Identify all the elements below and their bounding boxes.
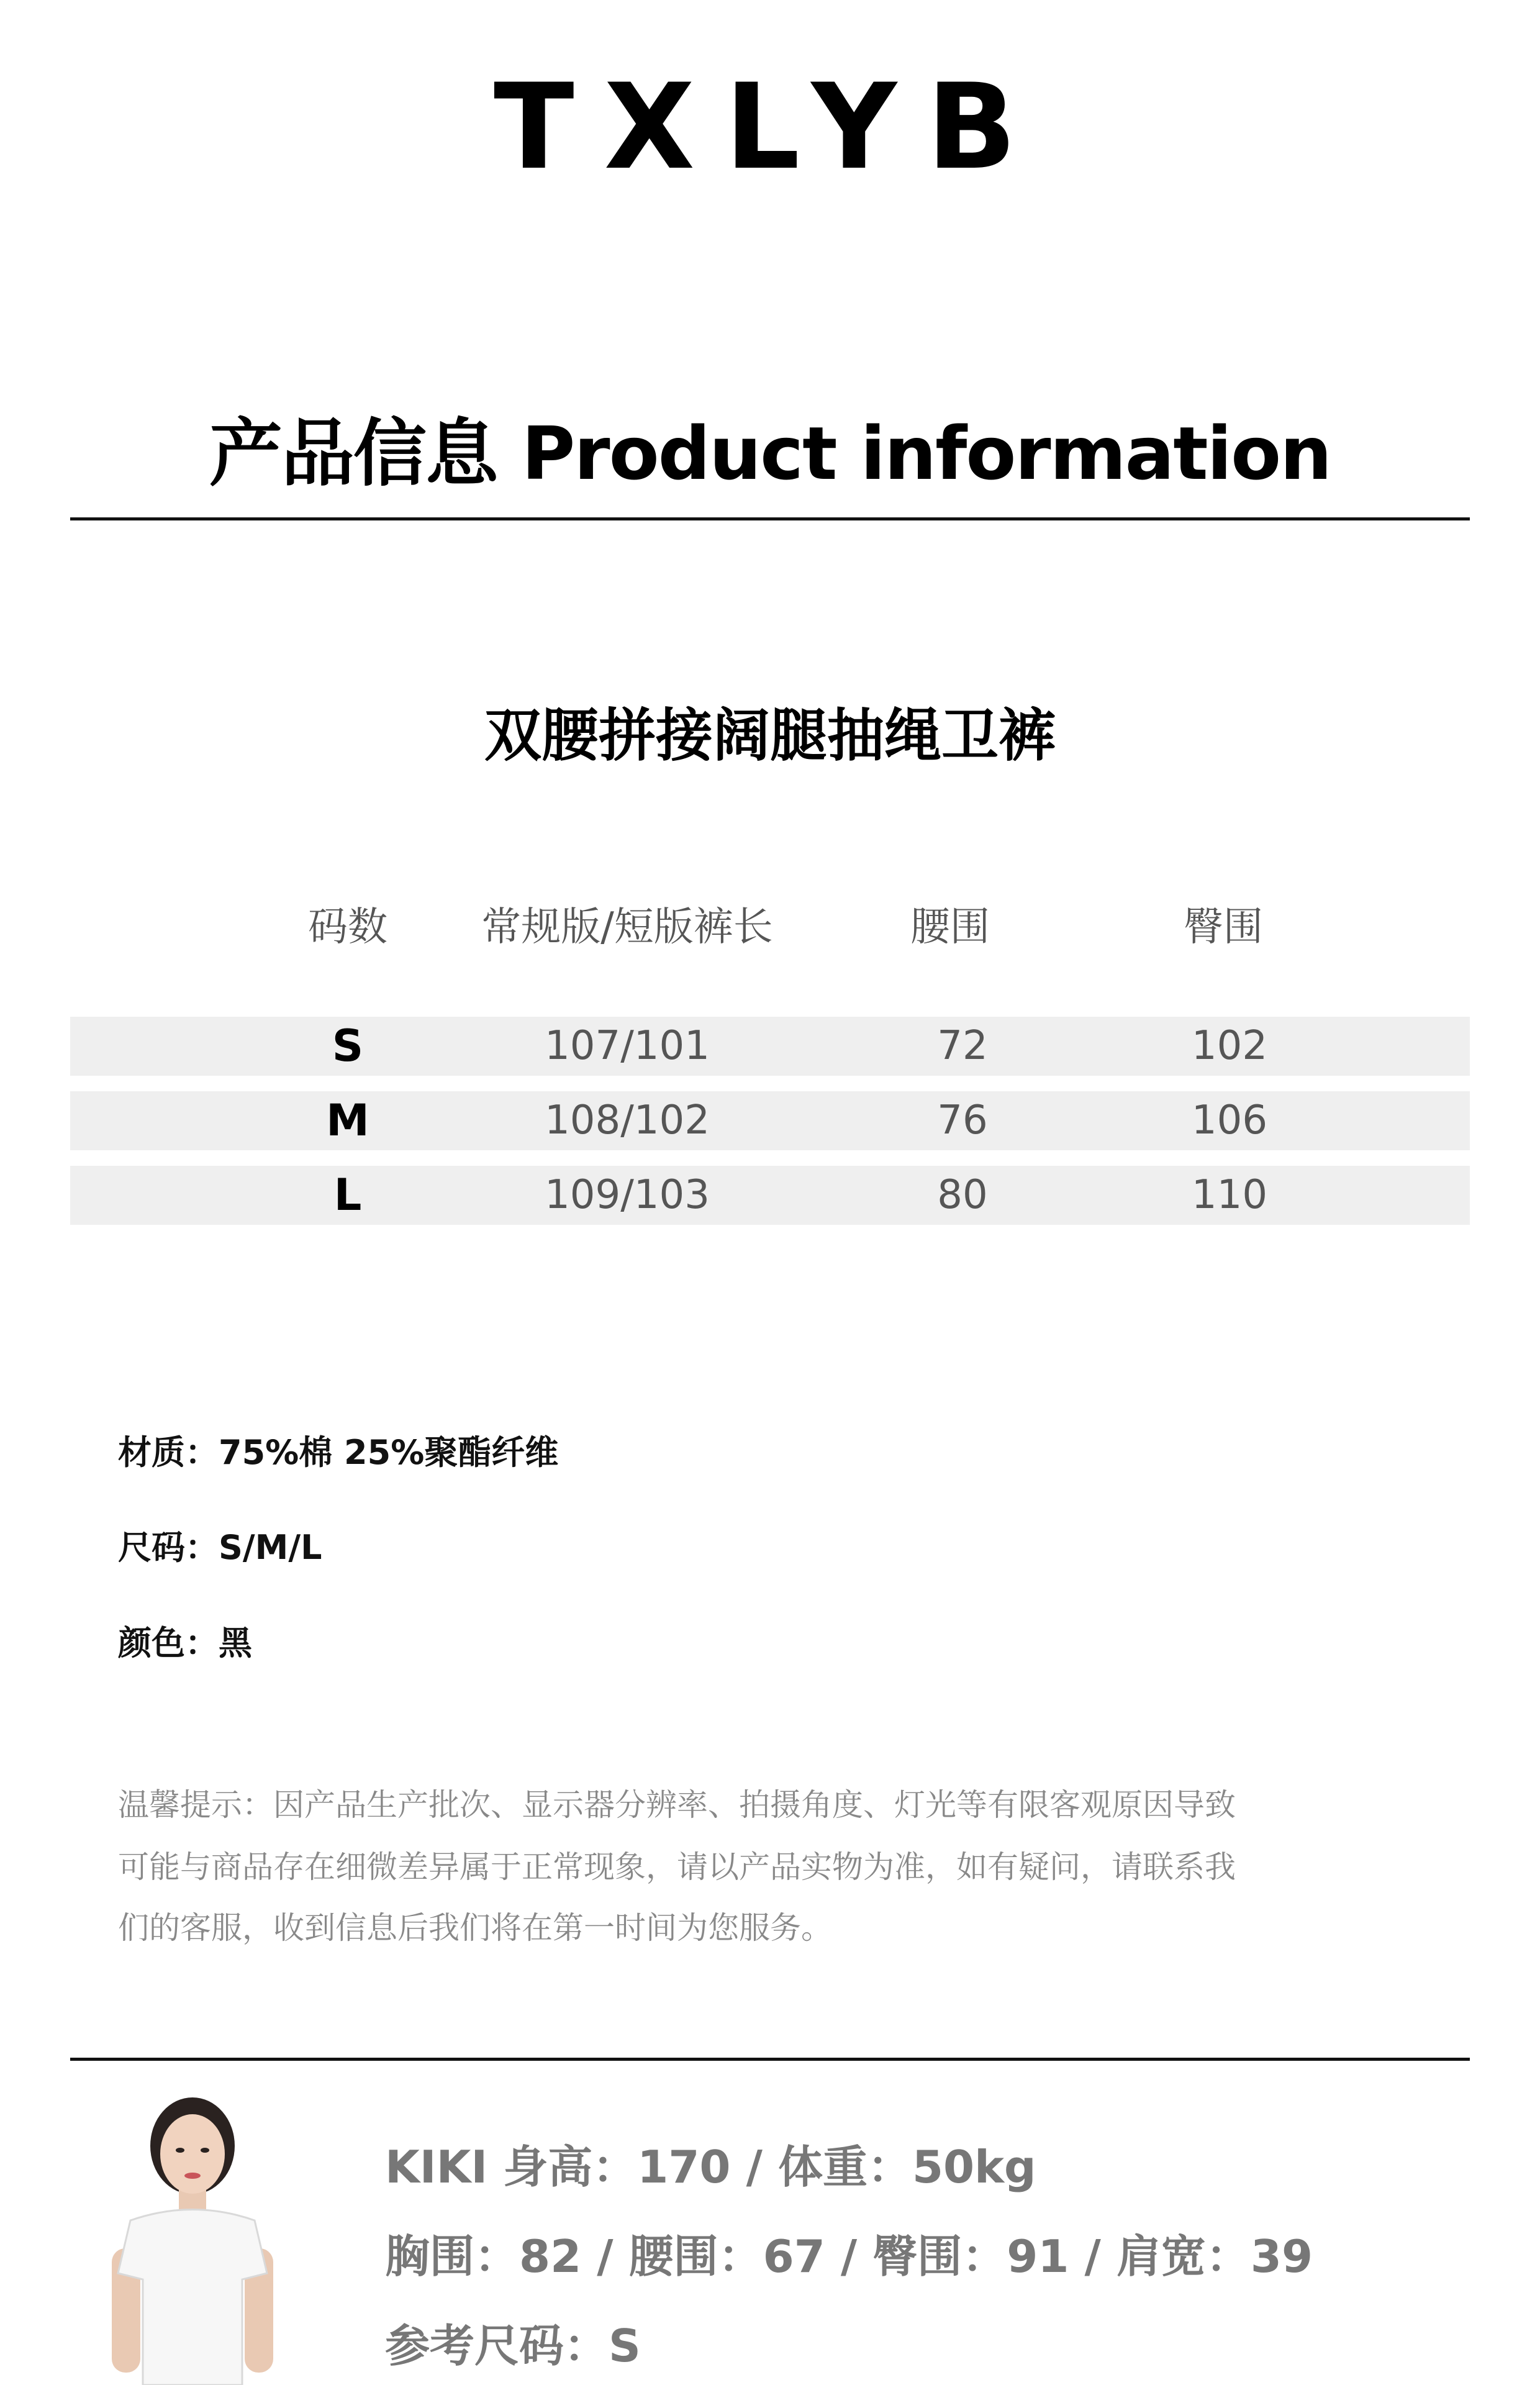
waist-cell: 76 [937,1097,988,1143]
size-cell: L [333,1170,362,1220]
hip-cell: 110 [1191,1172,1268,1218]
size-cell: M [326,1095,369,1146]
section-divider [70,517,1470,520]
section-title: 产品信息 Product information [209,411,1331,496]
notice-line: 温馨提示：因产品生产批次、显示器分辨率、拍摄角度、灯光等有限客观原因导致 [118,1787,1236,1823]
model-photo [87,2087,298,2385]
waist-cell: 72 [937,1023,988,1069]
hip-cell: 106 [1191,1097,1268,1143]
length-cell: 109/103 [545,1172,710,1218]
table-header-size: 码数 [308,904,387,950]
model-reference-size: 参考尺码：S [385,2320,641,2372]
color-text: 颜色：黑 [118,1624,252,1663]
table-header-hip: 臀围 [1184,904,1263,950]
notice-line: 们的客服，收到信息后我们将在第一时间为您服务。 [118,1910,832,1946]
table-header-waist: 腰围 [910,904,990,950]
length-cell: 108/102 [545,1097,710,1143]
model-divider [70,2058,1470,2061]
brand-logo: TXLYB [494,58,1046,196]
length-cell: 107/101 [545,1023,710,1069]
size-cell: S [332,1020,364,1071]
table-header-length: 常规版/短版裤长 [481,904,773,950]
notice-line: 可能与商品存在细微差异属于正常现象，请以产品实物为准，如有疑问，请联系我 [118,1849,1236,1885]
hip-cell: 102 [1191,1023,1268,1069]
material-text: 材质：75%棉 25%聚酯纤维 [118,1433,559,1472]
model-height-weight: KIKI 身高：170 / 体重：50kg [385,2141,1036,2193]
sizes-text: 尺码：S/M/L [118,1528,322,1567]
model-measurements: 胸围：82 / 腰围：67 / 臀围：91 / 肩宽：39 [385,2230,1313,2283]
waist-cell: 80 [937,1172,988,1218]
product-name: 双腰拼接阔腿抽绳卫裤 [484,702,1056,769]
